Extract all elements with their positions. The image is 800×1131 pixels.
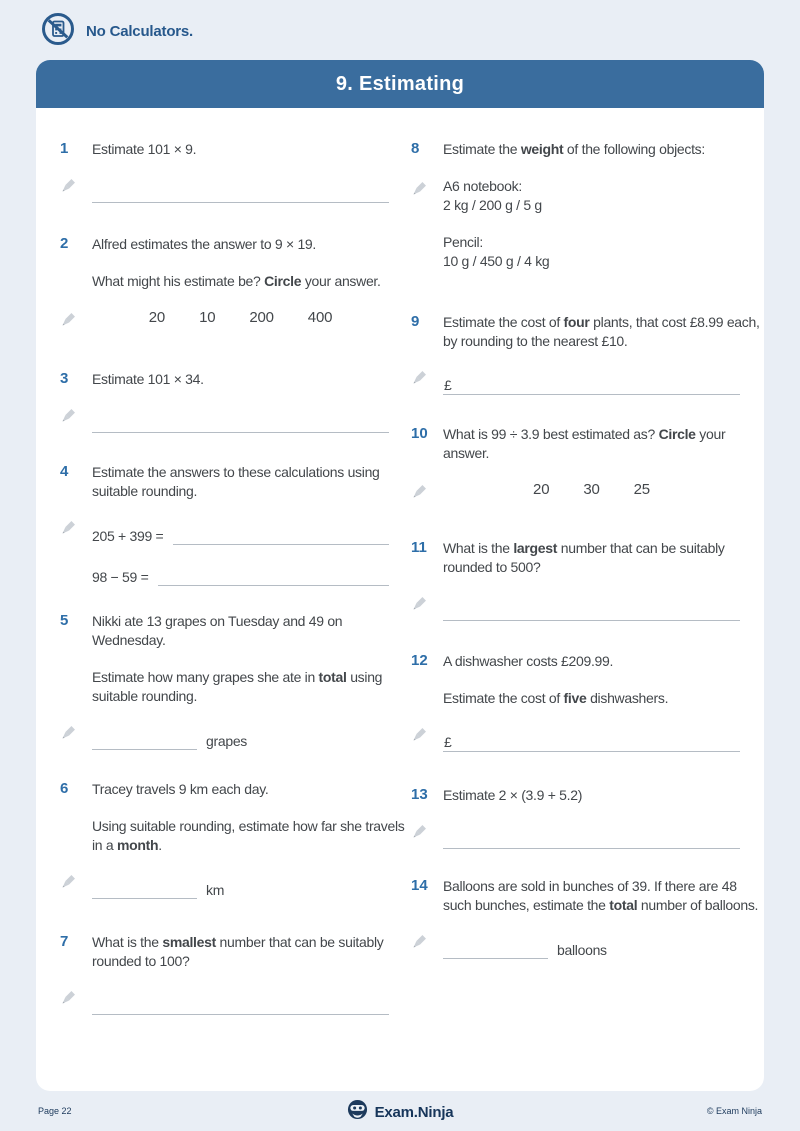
- text-run: Nikki ate 13 grapes on Tuesday and 49 on Wednesday.: [92, 613, 343, 648]
- pencil-icon: [59, 517, 79, 537]
- question-body: [443, 425, 763, 501]
- answer-unit-label: km: [206, 882, 225, 898]
- answer-line[interactable]: [92, 407, 389, 433]
- answer-row: [92, 407, 389, 433]
- text-run: .: [158, 837, 162, 853]
- question-text-line: [443, 233, 763, 252]
- question-text: [92, 235, 412, 254]
- page-number: Page 22: [38, 1106, 72, 1116]
- question-1: [60, 140, 412, 203]
- question-11: [411, 539, 763, 621]
- no-calculators-banner: [40, 11, 193, 52]
- answer-line[interactable]: [92, 873, 197, 899]
- pencil-icon: [59, 405, 79, 425]
- question-body: [92, 463, 412, 586]
- question-number: 6: [60, 780, 69, 797]
- text-run: number that can be suitably rounded to 500?: [443, 540, 725, 575]
- question-text-line: [92, 140, 412, 159]
- pencil-icon: [59, 175, 79, 195]
- bold-text: smallest: [162, 934, 216, 950]
- text-run: What is 99 ÷ 3.9 best estimated as?: [443, 426, 659, 442]
- section-title: 9. Estimating: [335, 72, 465, 95]
- question-number: 14: [411, 877, 428, 894]
- text-run: What is the: [443, 540, 514, 556]
- question-text: [443, 140, 763, 159]
- option-value[interactable]: 20: [148, 309, 166, 326]
- pencil-icon: [410, 931, 430, 951]
- bold-text: total: [609, 897, 638, 913]
- question-body: [92, 780, 412, 899]
- answer-row: [92, 724, 389, 750]
- question-text: [443, 689, 763, 708]
- question-body: [443, 877, 763, 959]
- answer-line[interactable]: [443, 369, 740, 395]
- text-run: Estimate 2 × (3.9 + 5.2): [443, 787, 583, 803]
- bold-text: largest: [513, 540, 558, 556]
- question-number: 12: [411, 652, 428, 669]
- question-8: [411, 140, 763, 271]
- answer-line[interactable]: [92, 177, 389, 203]
- question-12: [411, 652, 763, 752]
- question-text: [92, 612, 412, 650]
- pencil-icon: [410, 724, 430, 744]
- text-run: Using suitable rounding, estimate how far she travels in a: [92, 818, 405, 853]
- pencil-icon: [410, 481, 430, 501]
- pencil-icon: [59, 722, 79, 742]
- question-text-line: [92, 780, 412, 799]
- question-body: [443, 313, 763, 395]
- question-body: [443, 539, 763, 621]
- question-body: [443, 786, 763, 849]
- bold-text: five: [563, 690, 587, 706]
- question-text: [443, 877, 763, 915]
- text-run: number that can be suitably rounded to 100?: [92, 934, 384, 969]
- question-text: [92, 817, 412, 855]
- ninja-icon: [347, 1099, 368, 1125]
- text-run: plants, that cost £8.99 each, by rounding to the nearest £10.: [443, 314, 760, 349]
- question-text-line: [443, 877, 763, 915]
- bold-text: weight: [520, 141, 564, 157]
- answer-line[interactable]: [443, 933, 548, 959]
- question-text: [443, 233, 763, 271]
- question-text: [92, 463, 412, 501]
- currency-prefix: £: [444, 734, 452, 750]
- bold-text: Circle: [658, 426, 696, 442]
- question-3: [60, 370, 412, 433]
- text-run: your answer.: [443, 426, 726, 461]
- question-text: [92, 272, 412, 291]
- text-run: using suitable rounding.: [92, 669, 383, 704]
- question-text-line: [443, 177, 763, 196]
- bold-text: four: [563, 314, 590, 330]
- text-run: Estimate the: [443, 141, 521, 157]
- answer-row: [92, 177, 389, 203]
- question-text: [92, 933, 412, 971]
- bold-text: month: [116, 837, 159, 853]
- worksheet-card: [36, 60, 764, 1091]
- text-run: number of balloons.: [637, 897, 759, 913]
- option-value[interactable]: 10: [199, 309, 216, 326]
- question-body: [92, 140, 412, 203]
- answer-row: [92, 989, 389, 1015]
- text-run: Pencil:: [443, 234, 483, 250]
- question-10: [411, 425, 763, 501]
- question-5: [60, 612, 412, 750]
- pencil-icon: [59, 309, 79, 329]
- text-run: dishwashers.: [586, 690, 669, 706]
- question-text-line: [443, 140, 763, 159]
- option-value[interactable]: 200: [249, 309, 274, 326]
- text-run: What is the: [92, 934, 163, 950]
- question-text-line: [443, 252, 763, 271]
- pencil-icon: [410, 178, 430, 198]
- question-text-line: [92, 817, 412, 855]
- answer-line[interactable]: [443, 823, 740, 849]
- question-text-line: [92, 272, 412, 291]
- question-text: [443, 313, 763, 351]
- equation-row: [92, 519, 389, 545]
- question-text: [443, 177, 763, 215]
- section-header: [36, 60, 764, 108]
- answer-row: [443, 726, 740, 752]
- text-run: your answer.: [301, 273, 381, 289]
- question-text-line: [92, 933, 412, 971]
- text-run: A6 notebook:: [443, 178, 522, 194]
- text-run: Estimate the answers to these calculations using suitable rounding.: [92, 464, 380, 499]
- equation-row: [92, 560, 389, 586]
- text-run: of the following objects:: [563, 141, 705, 157]
- question-body: [92, 933, 412, 1015]
- question-number: 7: [60, 933, 69, 950]
- bold-text: Circle: [264, 273, 302, 289]
- answer-line[interactable]: [92, 989, 389, 1015]
- pencil-icon: [59, 987, 79, 1007]
- question-text: [92, 140, 412, 159]
- option-value[interactable]: 400: [307, 309, 333, 326]
- pencil-icon: [410, 593, 430, 613]
- brand-name: Exam.Ninja: [374, 1103, 454, 1121]
- question-9: [411, 313, 763, 395]
- question-number: 13: [411, 786, 428, 803]
- question-text: [443, 786, 763, 805]
- brand: [36, 1099, 764, 1125]
- answer-row: [443, 933, 740, 959]
- question-text: [92, 780, 412, 799]
- answer-line[interactable]: [173, 519, 389, 545]
- question-text-line: [443, 313, 763, 351]
- question-4: [60, 463, 412, 586]
- text-run: Estimate 101 × 34.: [92, 371, 204, 387]
- question-body: [92, 612, 412, 750]
- text-run: Balloons are sold in bunches of 39. If there are 48 such bunches, estimate the: [443, 878, 737, 913]
- question-text-line: [92, 235, 412, 254]
- question-number: 8: [411, 140, 420, 157]
- text-run: What might his estimate be?: [92, 273, 265, 289]
- text-run: 10 g / 450 g / 4 kg: [443, 253, 550, 269]
- question-text-line: [443, 652, 763, 671]
- answer-line[interactable]: [92, 724, 197, 750]
- answer-row: [92, 873, 389, 899]
- question-number: 2: [60, 235, 69, 252]
- question-6: [60, 780, 412, 899]
- question-text-line: [443, 539, 763, 577]
- text-run: Tracey travels 9 km each day.: [92, 781, 269, 797]
- question-body: [92, 235, 412, 329]
- answer-options: [443, 481, 740, 501]
- option-value[interactable]: 20: [533, 481, 550, 498]
- text-run: Estimate how many grapes she ate in: [92, 669, 319, 685]
- question-text: [92, 668, 412, 706]
- question-text: [443, 652, 763, 671]
- pencil-icon: [410, 367, 430, 387]
- question-text-line: [443, 425, 763, 463]
- answer-row: [443, 595, 740, 621]
- text-run: Estimate the cost of: [443, 690, 564, 706]
- question-body: [443, 652, 763, 752]
- answer-row: [443, 369, 740, 395]
- equation-label: 98 − 59 =: [92, 569, 149, 585]
- currency-prefix: £: [444, 377, 452, 393]
- answer-unit-label: grapes: [206, 733, 248, 749]
- equation-label: 205 + 399 =: [92, 528, 164, 544]
- pencil-icon: [410, 821, 430, 841]
- answer-line[interactable]: [443, 726, 740, 752]
- answer-line[interactable]: [443, 595, 740, 621]
- question-text-line: [443, 196, 763, 215]
- text-run: 2 kg / 200 g / 5 g: [443, 197, 542, 213]
- pencil-icon: [59, 871, 79, 891]
- question-13: [411, 786, 763, 849]
- text-run: Estimate the cost of: [443, 314, 564, 330]
- option-value[interactable]: 25: [633, 481, 650, 498]
- question-text-line: [92, 370, 412, 389]
- bold-text: total: [318, 669, 347, 685]
- question-number: 4: [60, 463, 69, 480]
- no-calculator-icon: [40, 11, 76, 52]
- question-number: 5: [60, 612, 69, 629]
- question-text-line: [443, 786, 763, 805]
- question-text-line: [443, 689, 763, 708]
- question-2: [60, 235, 412, 329]
- question-number: 11: [411, 539, 427, 556]
- answer-row: [443, 823, 740, 849]
- no-calculators-label: No Calculators.: [86, 23, 194, 40]
- answer-unit-label: balloons: [557, 942, 607, 958]
- option-value[interactable]: 30: [583, 481, 600, 498]
- question-body: [92, 370, 412, 433]
- question-text: [443, 539, 763, 577]
- question-text: [92, 370, 412, 389]
- question-number: 9: [411, 313, 420, 330]
- question-14: [411, 877, 763, 959]
- page-footer: [36, 1099, 764, 1123]
- copyright: © Exam Ninja: [706, 1106, 762, 1116]
- question-number: 1: [60, 140, 69, 157]
- question-text: [443, 425, 763, 463]
- question-text-line: [92, 668, 412, 706]
- text-run: A dishwasher costs £209.99.: [443, 653, 614, 669]
- question-text-line: [92, 612, 412, 650]
- answer-line[interactable]: [158, 560, 389, 586]
- question-number: 3: [60, 370, 69, 387]
- question-7: [60, 933, 412, 1015]
- text-run: Alfred estimates the answer to 9 × 19.: [92, 236, 317, 252]
- question-number: 10: [411, 425, 428, 442]
- answer-options: [92, 309, 389, 329]
- question-body: [443, 140, 763, 271]
- question-text-line: [92, 463, 412, 501]
- text-run: Estimate 101 × 9.: [92, 141, 197, 157]
